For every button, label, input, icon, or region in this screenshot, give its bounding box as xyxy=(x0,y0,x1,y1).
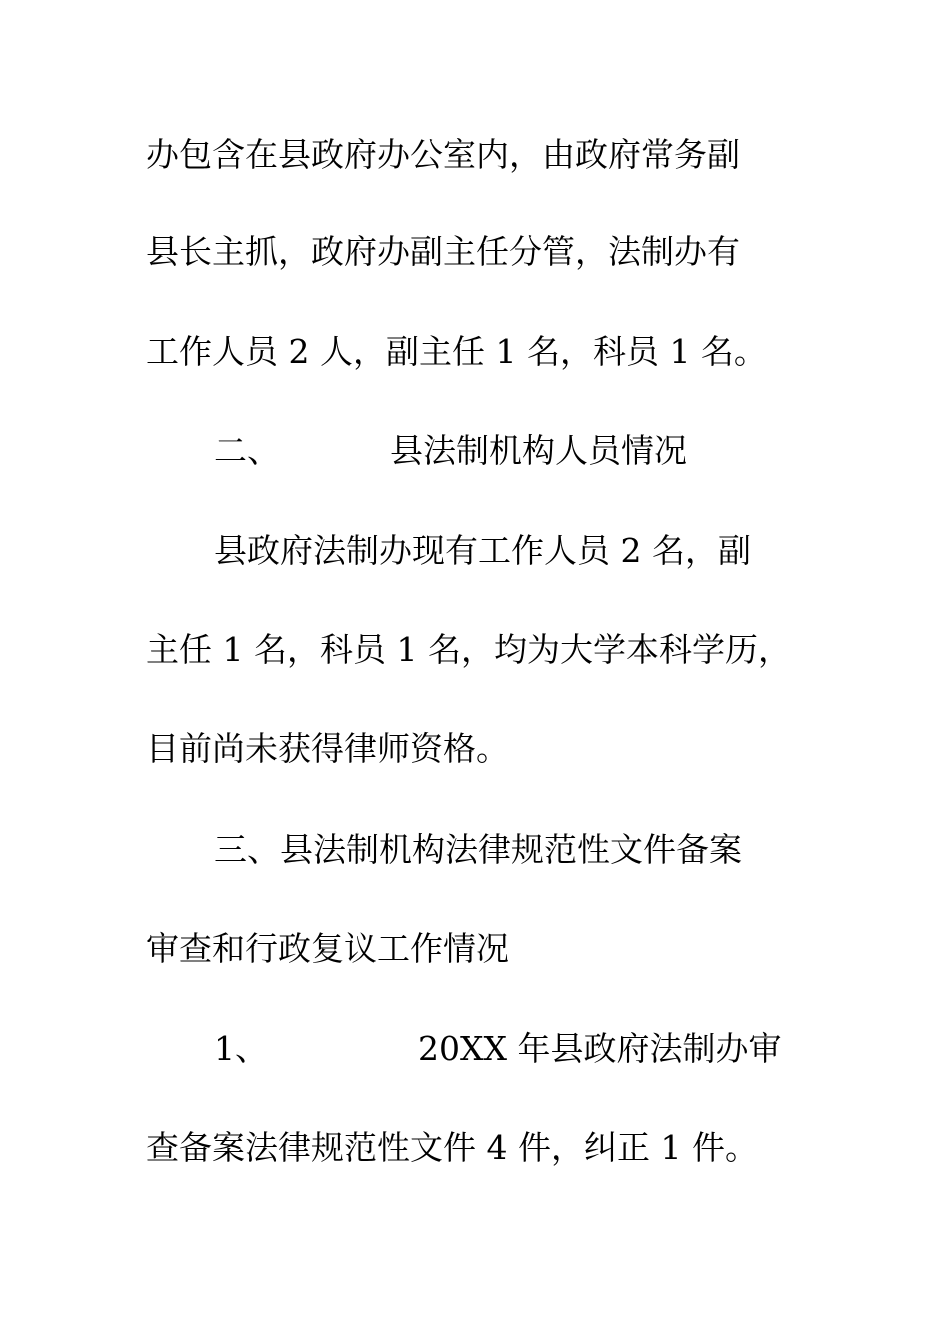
paragraph-line: 审查和行政复议工作情况 xyxy=(146,929,509,968)
section-heading-2 xyxy=(214,427,874,475)
section-title: 县法制机构人员情况 xyxy=(390,431,687,470)
paragraph-line: 主任 1 名，科员 1 名，均为大学本科学历， xyxy=(146,630,791,669)
paragraph-line: 县政府法制办现有工作人员 2 名，副 xyxy=(214,531,751,570)
paragraph-line: 查备案法律规范性文件 4 件，纠正 1 件。 xyxy=(146,1128,758,1167)
paragraph-line: 县长主抓，政府办副主任分管，法制办有 xyxy=(146,232,740,271)
paragraph-line: 目前尚未获得律师资格。 xyxy=(146,729,509,768)
section-heading-3: 三、县法制机构法律规范性文件备案 xyxy=(214,830,742,869)
paragraph-line: 工作人员 2 人，副主任 1 名，科员 1 名。 xyxy=(146,332,767,371)
item-text: 20XX 年县政府法制办审 xyxy=(418,1029,782,1068)
list-item-1 xyxy=(214,1025,874,1073)
section-number: 二、 xyxy=(214,431,280,470)
item-number: 1、 xyxy=(214,1029,268,1068)
paragraph-line: 办包含在县政府办公室内，由政府常务副 xyxy=(146,135,740,174)
